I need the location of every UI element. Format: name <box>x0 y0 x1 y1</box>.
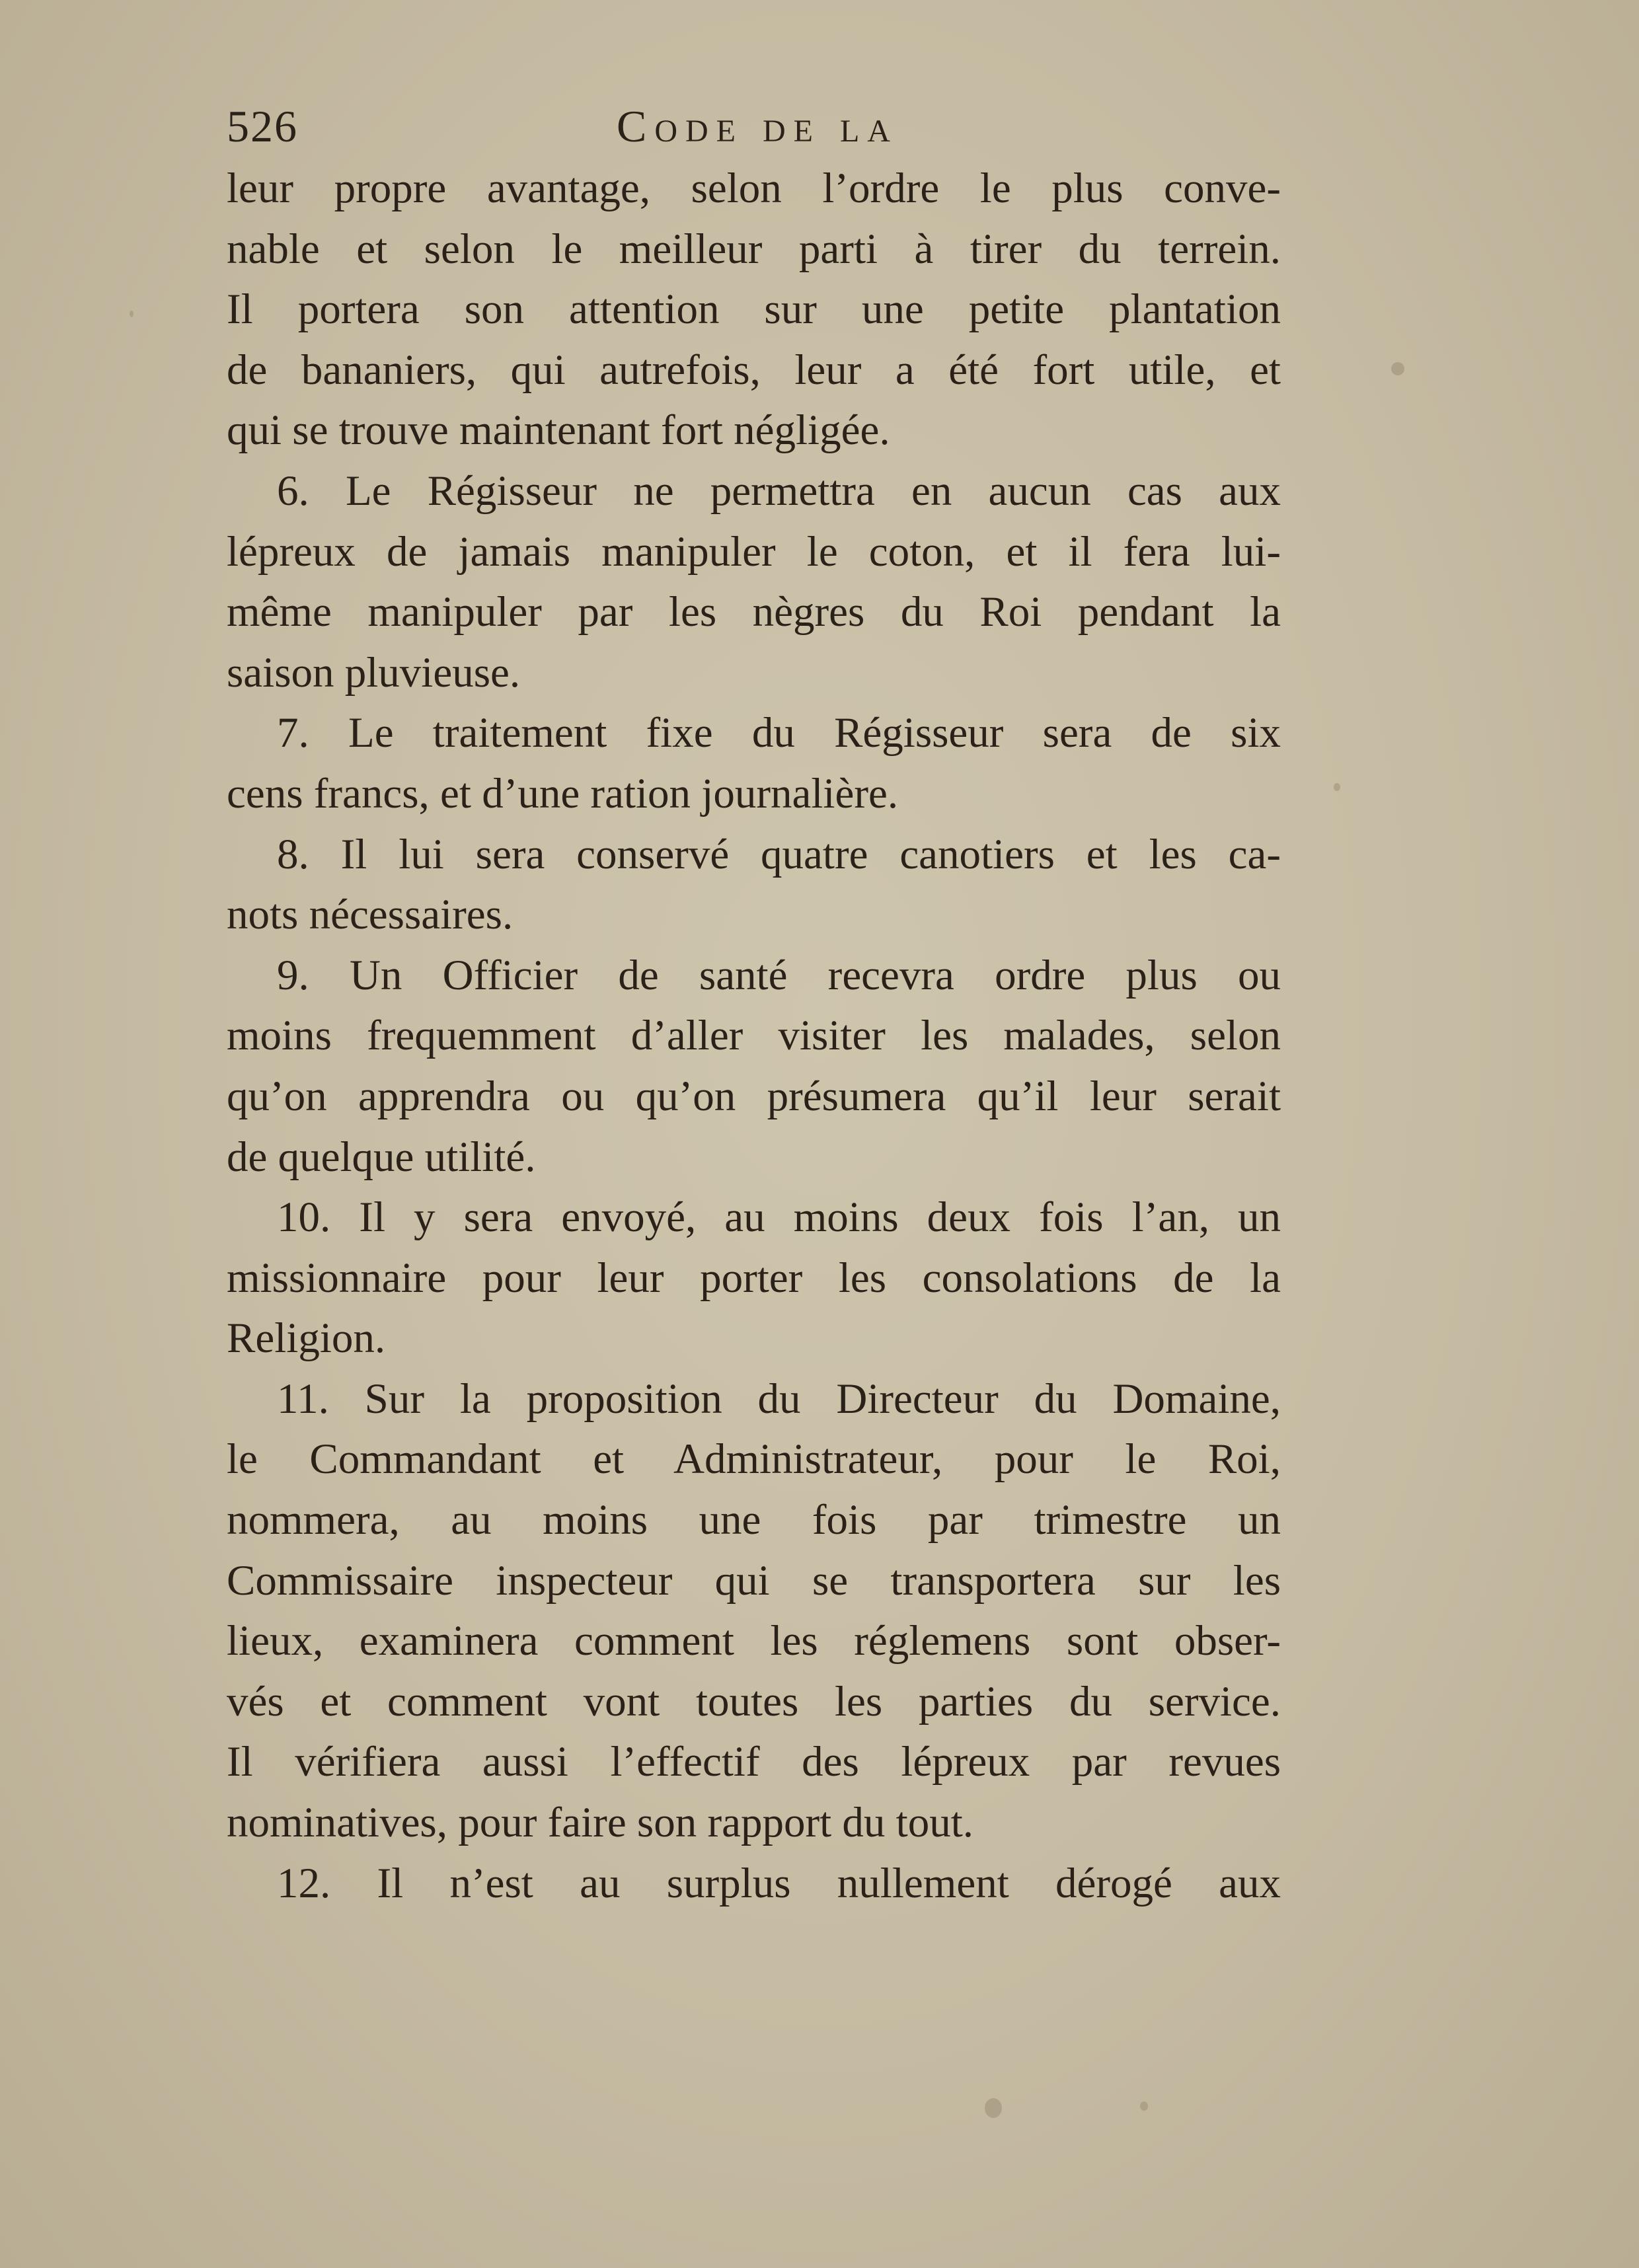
text-line: de bananiers, qui autrefois, leur a été fort utile, et <box>227 346 1281 394</box>
article-11-start: 11. Sur la proposition du Directeur du Domaine, <box>277 1375 1281 1423</box>
page-header <box>227 100 1284 167</box>
paper-speck <box>1334 783 1340 791</box>
text-line: qu’on apprendra ou qu’on présumera qu’il leur serait <box>227 1072 1281 1120</box>
text-line: nommera, au moins une fois par trimestre un <box>227 1496 1281 1544</box>
article-10-start: 10. Il y sera envoyé, au moins deux fois l’an, un <box>277 1193 1281 1242</box>
text-line: nable et selon le meilleur parti à tirer du terrein. <box>227 225 1281 273</box>
text-line: lieux, examinera comment les réglemens sont obser- <box>227 1617 1281 1665</box>
article-12-start: 12. Il n’est au surplus nullement dérogé aux <box>277 1859 1281 1907</box>
text-line: missionnaire pour leur porter les consolations de la <box>227 1254 1281 1302</box>
text-line: qui se trouve maintenant fort négligée. <box>227 406 890 455</box>
text-line: le Commandant et Administrateur, pour le Roi, <box>227 1435 1281 1484</box>
article-7-start: 7. Le traitement fixe du Régisseur sera de six <box>277 709 1281 757</box>
text-line: Religion. <box>227 1314 386 1363</box>
text-line: vés et comment vont toutes les parties du service. <box>227 1677 1281 1725</box>
article-6-start: 6. Le Régisseur ne permettra en aucun cas aux <box>277 467 1281 515</box>
text-line: nominatives, pour faire son rapport du tout. <box>227 1799 974 1847</box>
text-line: même manipuler par les nègres du Roi pendant la <box>227 588 1281 636</box>
paper-speck <box>130 311 133 317</box>
body-text <box>227 159 1281 1914</box>
text-line: Il portera son attention sur une petite plantation <box>227 285 1281 334</box>
paper-speck <box>1391 362 1404 375</box>
text-line: moins frequemment d’aller visiter les malades, selon <box>227 1012 1281 1060</box>
text-line: cens francs, et d’une ration journalière. <box>227 769 899 817</box>
text-line: leur propre avantage, selon l’ordre le plus conve- <box>227 165 1281 212</box>
paper-speck <box>985 2098 1002 2118</box>
text-line: Il vérifiera aussi l’effectif des lépreux par revues <box>227 1738 1281 1786</box>
page-number: 526 <box>227 101 298 151</box>
article-9-start: 9. Un Officier de santé recevra ordre plus ou <box>277 951 1281 999</box>
paper-speck <box>1140 2101 1148 2111</box>
text-line: nots nécessaires. <box>227 891 514 939</box>
text-line: saison pluvieuse. <box>227 648 521 697</box>
running-title: Code de la <box>617 101 898 151</box>
text-line: lépreux de jamais manipuler le coton, et il fera lui- <box>227 527 1281 576</box>
text-line: Commissaire inspecteur qui se transportera sur les <box>227 1556 1281 1605</box>
text-line: de quelque utilité. <box>227 1133 536 1181</box>
article-8-start: 8. Il lui sera conservé quatre canotiers et les ca- <box>277 830 1281 878</box>
